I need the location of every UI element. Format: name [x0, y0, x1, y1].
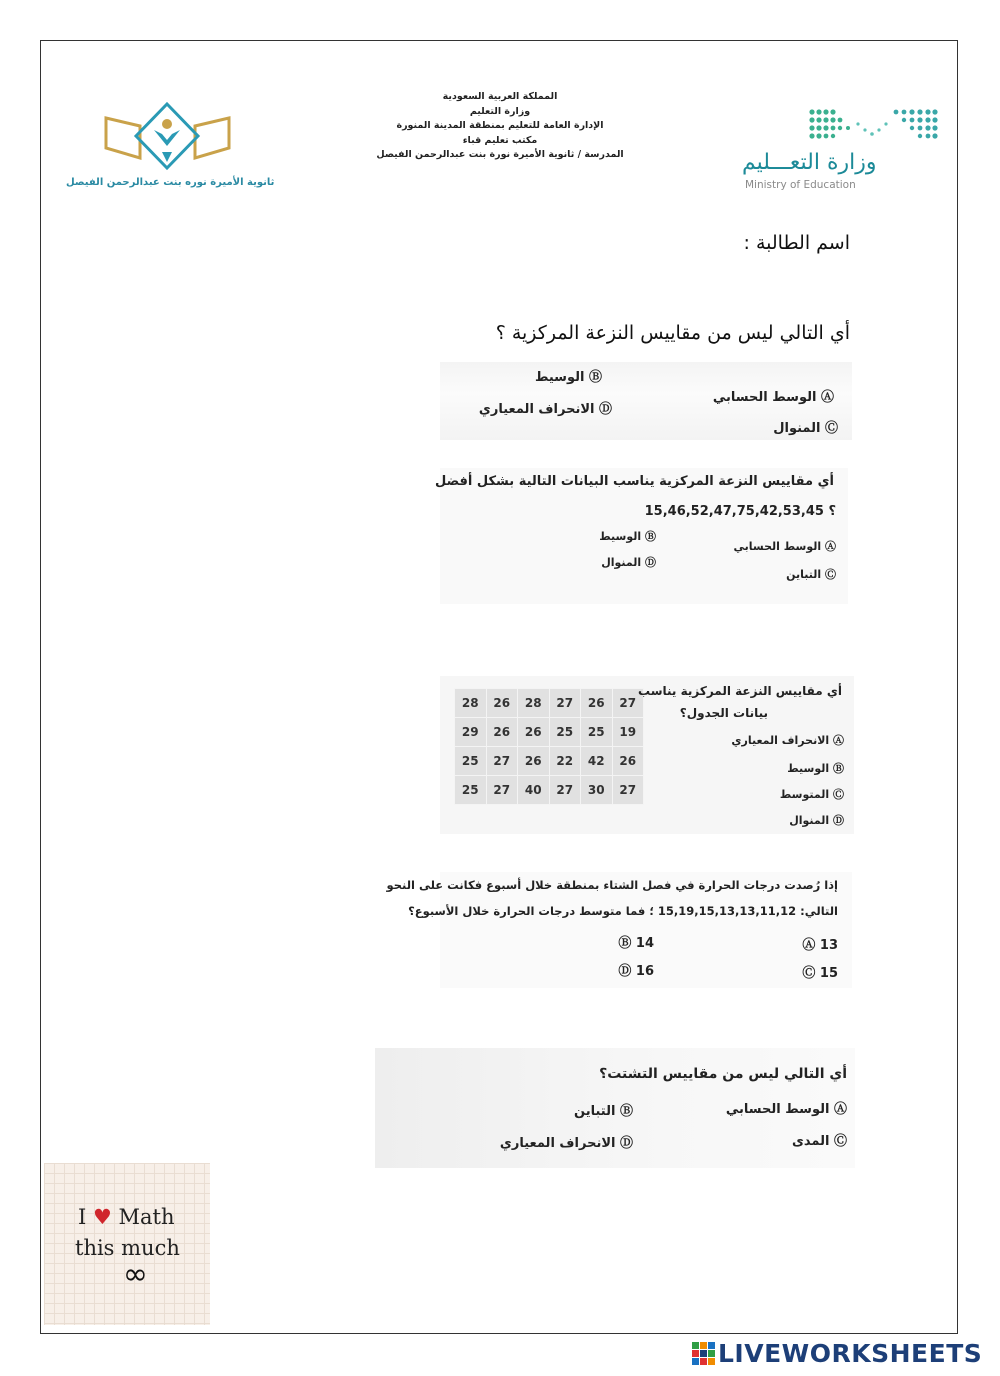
option-c[interactable]: Ⓒ المنوال	[773, 421, 838, 436]
option-a[interactable]: Ⓐ الوسط الحسابي	[712, 390, 834, 405]
table-cell: 26	[518, 718, 550, 747]
question-4-line2: التالي: 15,19,15,13,13,11,12 ؛ فما متوسط درجات الحرارة خلال الأسبوع؟	[408, 904, 838, 918]
infinity-icon: ∞	[123, 1257, 148, 1292]
question-3-line1: أي مقاييس النزعة المركزية يناسب	[638, 684, 842, 698]
ministry-name-arabic: وزارة التعـــليم	[742, 150, 877, 175]
option-a[interactable]: Ⓐ الوسط الحسابي	[725, 1102, 847, 1117]
table-cell: 42	[581, 747, 613, 776]
liveworksheets-brand[interactable]: LIVEWORKSHEETS	[718, 1339, 983, 1368]
table-cell: 29	[455, 718, 487, 747]
math-line1-word: Math	[118, 1205, 175, 1229]
header-line: وزارة التعليم	[469, 105, 531, 117]
table-cell: 26	[612, 747, 644, 776]
ministry-name-english: Ministry of Education	[745, 179, 856, 191]
table-cell: 27	[549, 776, 581, 805]
header-line: مكتب تعليم قباء	[462, 134, 538, 146]
option-c[interactable]: Ⓒ التباين	[786, 568, 836, 581]
table-cell: 28	[518, 689, 550, 718]
option-b[interactable]: Ⓑ الوسيط	[787, 762, 844, 775]
question-4-line1: إذا رُصدت درجات الحرارة في فصل الشتاء بمنطقة خلال أسبوع فكانت على النحو	[386, 878, 838, 892]
option-b[interactable]: Ⓑ 14	[618, 936, 654, 951]
question-3	[440, 676, 854, 834]
option-d[interactable]: Ⓓ المنوال	[601, 556, 656, 569]
question-2-line2: 15,46,52,47,75,42,53,45 ؟	[644, 504, 836, 519]
math-line1	[78, 1205, 175, 1229]
option-d[interactable]: Ⓓ الانحراف المعياري	[478, 402, 612, 417]
table-cell: 30	[581, 776, 613, 805]
table-cell: 28	[455, 689, 487, 718]
table-cell: 22	[549, 747, 581, 776]
header-line: المملكة العربية السعودية	[442, 91, 558, 102]
table-cell: 26	[486, 718, 518, 747]
option-c[interactable]: Ⓒ المتوسط	[779, 788, 844, 801]
question-3-line2: بيانات الجدول؟	[679, 706, 768, 720]
option-b[interactable]: Ⓑ الوسيط	[599, 530, 656, 543]
option-a[interactable]: Ⓐ الوسط الحسابي	[733, 540, 836, 553]
table-cell: 27	[486, 747, 518, 776]
option-d[interactable]: Ⓓ المنوال	[789, 814, 844, 827]
option-a[interactable]: Ⓐ الانحراف المعياري	[731, 734, 844, 747]
table-cell: 40	[518, 776, 550, 805]
question-2-line1: أي مقاييس النزعة المركزية يناسب البيانات التالية بشكل أفضل	[434, 474, 834, 489]
liveworksheets-logo-icon	[692, 1342, 716, 1366]
student-name-label: اسم الطالبة :	[743, 232, 850, 254]
table-cell: 19	[612, 718, 644, 747]
header-line: المدرسة / ثانوية الأميرة نورة بنت عبدالرحمن الفيصل	[376, 149, 624, 160]
header-text	[350, 90, 650, 163]
option-a[interactable]: Ⓐ 13	[802, 938, 838, 953]
question-5	[375, 1048, 855, 1168]
ministry-logo-dots-icon	[808, 108, 940, 144]
table-cell: 27	[612, 689, 644, 718]
table-row	[455, 689, 644, 718]
table-cell: 27	[612, 776, 644, 805]
table-row	[455, 776, 644, 805]
question-2	[434, 468, 848, 604]
option-b[interactable]: Ⓑ التباين	[574, 1104, 633, 1119]
table-cell: 25	[581, 718, 613, 747]
school-logo-caption: ثانوية الأميرة نوره بنت عبدالرحمن الفيصل	[66, 177, 275, 188]
school-logo-icon	[100, 100, 235, 175]
table-cell: 26	[518, 747, 550, 776]
math-line1-i: I	[78, 1205, 87, 1229]
question-1-title: أي التالي ليس من مقاييس النزعة المركزية ؟	[495, 322, 850, 344]
table-cell: 26	[486, 689, 518, 718]
table-cell: 25	[455, 776, 487, 805]
question-5-title: أي التالي ليس من مقاييس التشتت؟	[599, 1066, 847, 1082]
option-b[interactable]: Ⓑ الوسيط	[534, 370, 602, 385]
option-c[interactable]: Ⓒ المدى	[791, 1134, 847, 1149]
option-d[interactable]: Ⓓ الانحراف المعياري	[499, 1136, 633, 1151]
question-1-options	[440, 362, 852, 440]
table-cell: 26	[581, 689, 613, 718]
header-line: الإدارة العامة للتعليم بمنطقة المدينة المنورة	[396, 120, 604, 131]
option-d[interactable]: Ⓓ 16	[618, 964, 654, 979]
table-row	[455, 718, 644, 747]
table-cell: 25	[455, 747, 487, 776]
table-row	[455, 747, 644, 776]
data-table	[454, 688, 644, 805]
table-cell: 27	[486, 776, 518, 805]
table-cell: 25	[549, 718, 581, 747]
table-cell: 27	[549, 689, 581, 718]
question-4	[386, 872, 852, 988]
option-c[interactable]: Ⓒ 15	[802, 966, 838, 981]
heart-icon: ♥	[92, 1205, 112, 1229]
math-line2: this much	[75, 1236, 180, 1260]
